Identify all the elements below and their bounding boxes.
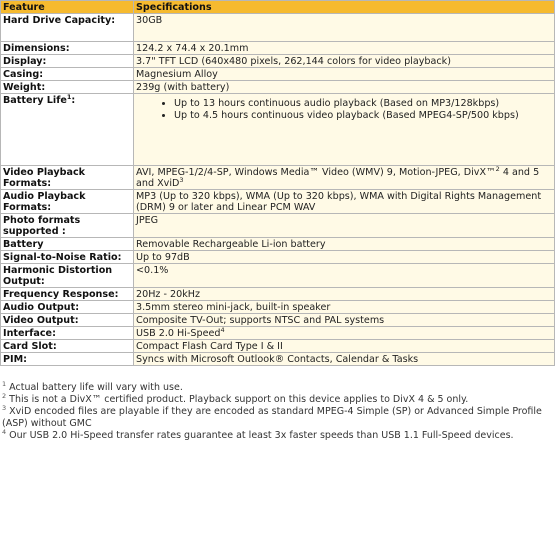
table-row	[1, 81, 555, 94]
feature-column-header: Feature	[1, 1, 134, 14]
spec-value: MP3 (Up to 320 kbps), WMA (Up to 320 kbps), WMA with Digital Rights Management (DRM) 9 or later and Linear PCM WAV	[134, 190, 555, 214]
spec-value: 3.5mm stereo mini-jack, built-in speaker	[134, 301, 555, 314]
table-header-row	[1, 1, 555, 14]
footnote-text: Actual battery life will vary with use.	[9, 382, 183, 393]
spec-text: 4 and 5 and XviD	[136, 167, 540, 189]
feature-label: Hard Drive Capacity:	[1, 14, 134, 42]
table-row	[1, 214, 555, 238]
feature-label	[1, 94, 134, 166]
spec-text: USB 2.0 Hi-Speed	[136, 328, 221, 339]
feature-label: Frequency Response:	[1, 288, 134, 301]
footnote-number: 2	[2, 392, 7, 401]
table-row	[1, 353, 555, 366]
table-row	[1, 42, 555, 55]
spec-value: <0.1%	[134, 264, 555, 288]
footnote-text: This is not a DivX™ certified product. Playback support on this device applies to DivX 4 & 5 only.	[9, 394, 469, 406]
table-row	[1, 301, 555, 314]
footnote-text: Our USB 2.0 Hi-Speed transfer rates guarantee at least 3x faster speeds than USB 1.1 Full-Speed devices.	[9, 429, 514, 441]
feature-label: Audio Output:	[1, 301, 134, 314]
spec-value	[134, 166, 555, 190]
list-item: • Up to 13 hours continuous audio playback (Based on MP3/128kbps)	[174, 98, 552, 109]
footnotes	[0, 382, 554, 441]
battery-life-list	[136, 98, 552, 121]
table-row	[1, 68, 555, 81]
table-row	[1, 340, 555, 353]
spec-value: 124.2 x 74.4 x 20.1mm	[134, 42, 555, 55]
feature-label: Video Playback Formats:	[1, 166, 134, 190]
spec-value: 239g (with battery)	[134, 81, 555, 94]
list-item: • Up to 4.5 hours continuous video playback (Based MPEG4-SP/500 kbps)	[174, 110, 552, 121]
spec-value	[134, 327, 555, 340]
feature-label: Battery	[1, 238, 134, 251]
table-row	[1, 14, 555, 42]
spec-value: Compact Flash Card Type I & II	[134, 340, 555, 353]
spec-value: JPEG	[134, 214, 555, 238]
footnote-number: 3	[2, 404, 7, 413]
table-row	[1, 94, 555, 166]
feature-label: Dimensions:	[1, 42, 134, 55]
spec-value: Magnesium Alloy	[134, 68, 555, 81]
table-row	[1, 251, 555, 264]
feature-label: Display:	[1, 55, 134, 68]
table-row	[1, 314, 555, 327]
feature-label-text: Battery Life	[3, 95, 67, 106]
footnote	[2, 382, 554, 393]
footnote	[2, 394, 554, 405]
spec-value	[134, 94, 555, 166]
feature-label: Casing:	[1, 68, 134, 81]
footnote-ref: 3	[179, 176, 184, 184]
footnote-text: XviD encoded files are playable if they are encoded as standard MPEG-4 Simple (SP) or Advanced Simple Profile (ASP) without GMC	[2, 406, 542, 429]
table-row	[1, 288, 555, 301]
table-row	[1, 55, 555, 68]
spec-value: 20Hz - 20kHz	[134, 288, 555, 301]
feature-label: Card Slot:	[1, 340, 134, 353]
footnote-number: 4	[2, 427, 7, 436]
footnote-number: 1	[2, 380, 7, 388]
specifications-column-header: Specifications	[134, 1, 555, 14]
feature-label: PIM:	[1, 353, 134, 366]
feature-label: Interface:	[1, 327, 134, 340]
spec-text: AVI, MPEG-1/2/4-SP, Windows Media™ Video (WMV) 9, Motion-JPEG, DivX™	[136, 167, 496, 178]
footnote	[2, 406, 554, 428]
feature-label: Signal-to-Noise Ratio:	[1, 251, 134, 264]
spec-value: Up to 97dB	[134, 251, 555, 264]
footnote-ref: 4	[220, 326, 225, 334]
table-row	[1, 190, 555, 214]
spec-value: Removable Rechargeable Li-ion battery	[134, 238, 555, 251]
feature-label-suffix: :	[71, 95, 76, 106]
spec-value: 3.7" TFT LCD (640x480 pixels, 262,144 colors for video playback)	[134, 55, 555, 68]
feature-label: Weight:	[1, 81, 134, 94]
feature-label: Harmonic Distortion Output:	[1, 264, 134, 288]
feature-label: Audio Playback Formats:	[1, 190, 134, 214]
spec-value: 30GB	[134, 14, 555, 42]
table-row	[1, 166, 555, 190]
spec-value: Syncs with Microsoft Outlook® Contacts, Calendar & Tasks	[134, 353, 555, 366]
feature-label: Video Output:	[1, 314, 134, 327]
table-row	[1, 264, 555, 288]
table-row	[1, 238, 555, 251]
spec-value: Composite TV-Out; supports NTSC and PAL systems	[134, 314, 555, 327]
footnote	[2, 427, 554, 441]
footnote-ref: 2	[495, 165, 500, 173]
feature-label: Photo formats supported :	[1, 214, 134, 238]
table-row	[1, 327, 555, 340]
footnote-ref: 1	[66, 93, 72, 101]
